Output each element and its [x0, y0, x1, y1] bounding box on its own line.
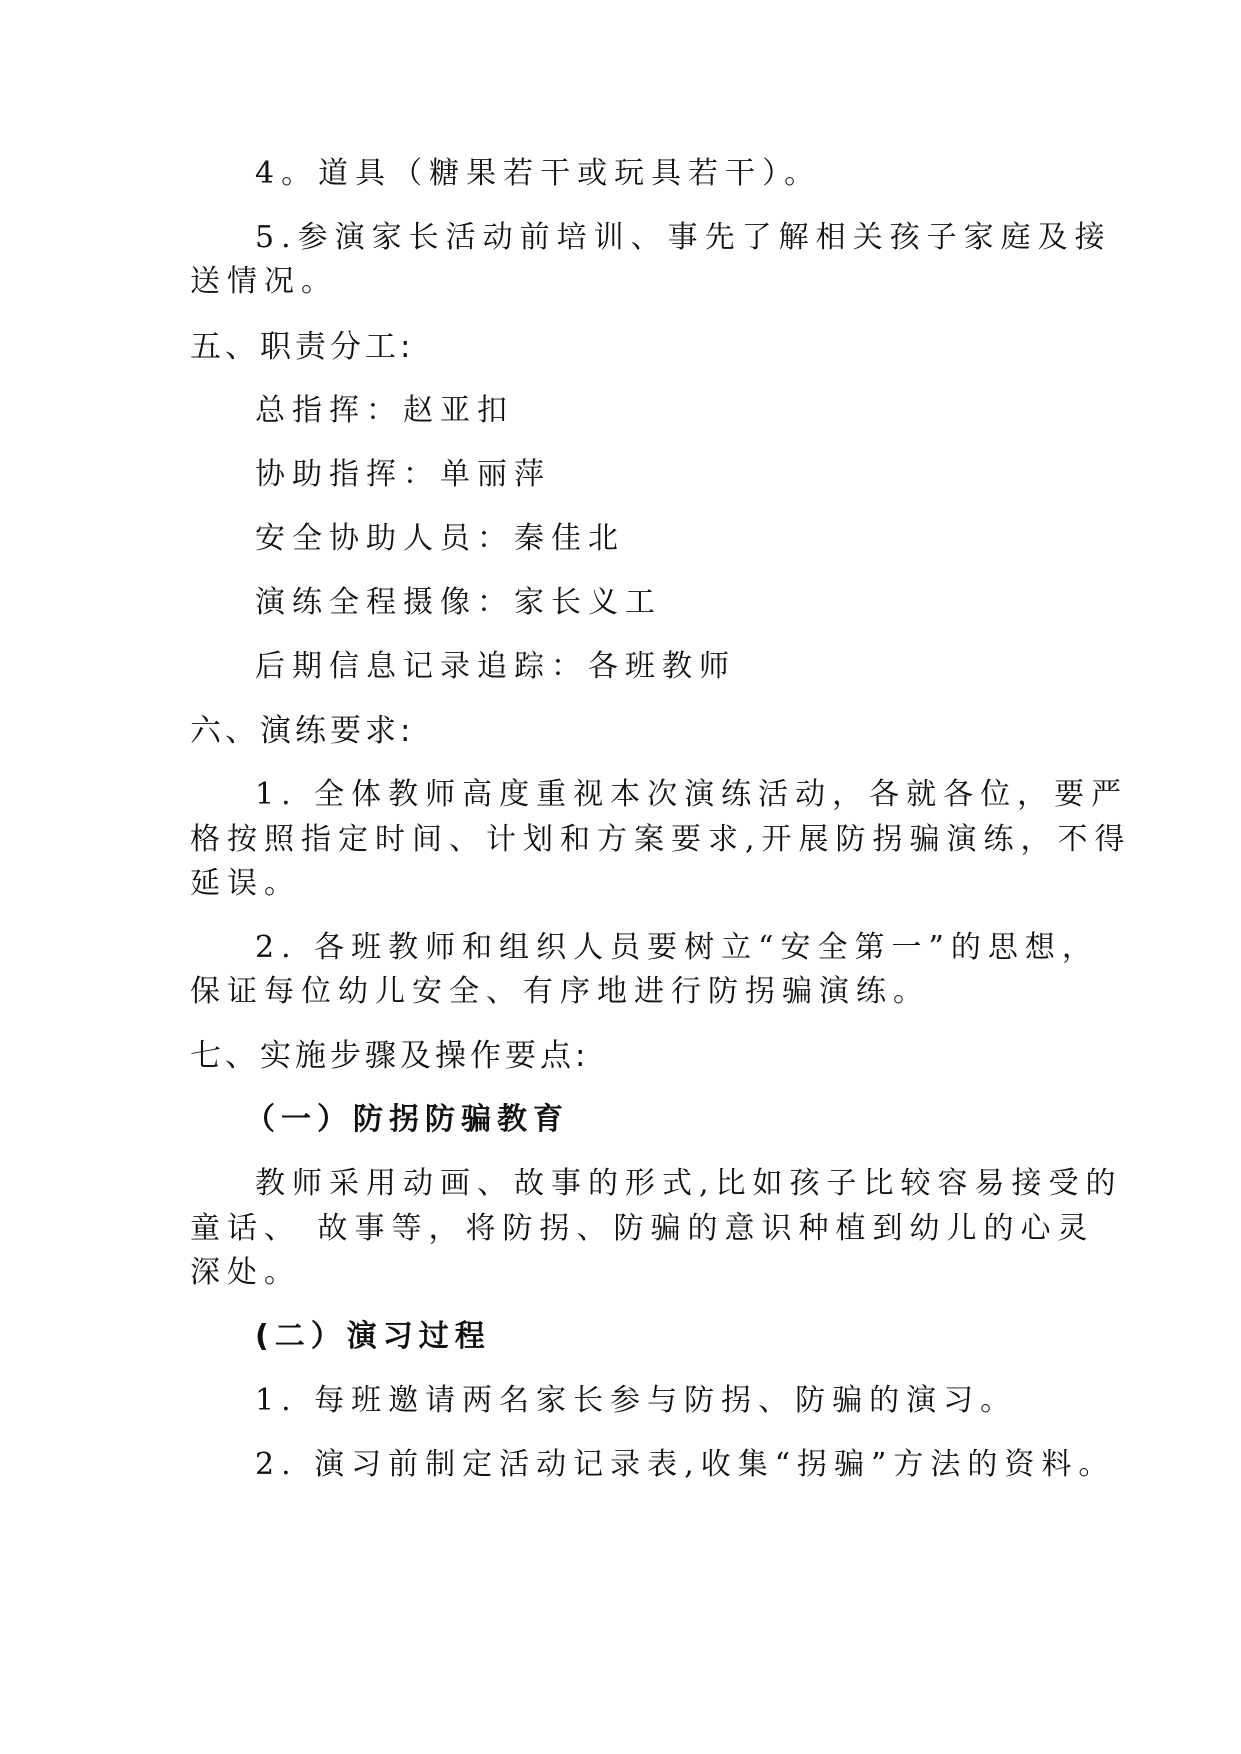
- item-4-text: 4。道具（糖果若干或玩具若干）。: [255, 156, 822, 191]
- subsection-1-line-1: 教师采用动画、故事的形式,比如孩子比较容易接受的: [255, 1166, 1123, 1201]
- role-record-tracking: 后期信息记录追踪：各班教师: [255, 649, 736, 684]
- requirement-1-line-2: 格按照指定时间、计划和方案要求,开展防拐骗演练，不得: [190, 822, 1132, 857]
- requirement-2-line-1: 2. 各班教师和组织人员要树立“安全第一”的思想，: [255, 930, 1099, 965]
- subsection-2-heading: (二）演习过程: [255, 1319, 491, 1354]
- section-7-heading: 七、实施步骤及操作要点:: [190, 1038, 590, 1074]
- drill-step-1: 1. 每班邀请两名家长参与防拐、防骗的演习。: [255, 1383, 1018, 1418]
- section-6-heading: 六、演练要求:: [190, 713, 415, 749]
- subsection-1-line-2: 童话、 故事等，将防拐、防骗的意识种植到幼儿的心灵: [190, 1211, 1095, 1246]
- subsection-1-heading: （一）防拐防骗教育: [245, 1102, 569, 1137]
- requirement-1-line-1: 1. 全体教师高度重视本次演练活动，各就各位，要严: [255, 777, 1129, 812]
- role-camera: 演练全程摄像：家长义工: [255, 585, 662, 620]
- drill-step-2: 2. 演习前制定活动记录表,收集“拐骗”方法的资料。: [255, 1447, 1116, 1482]
- role-safety-assistant: 安全协助人员：秦佳北: [255, 521, 625, 556]
- role-commander: 总指挥：赵亚扣: [255, 393, 514, 428]
- requirement-2-line-2: 保证每位幼儿安全、有序地进行防拐骗演练。: [190, 974, 930, 1009]
- section-5-heading: 五、职责分工:: [190, 329, 415, 365]
- subsection-1-line-3: 深处。: [190, 1255, 301, 1290]
- requirement-1-line-3: 延误。: [190, 866, 301, 901]
- item-5-line-1: 5.参演家长活动前培训、事先了解相关孩子家庭及接: [255, 220, 1112, 255]
- role-assistant-commander: 协助指挥：单丽萍: [255, 457, 551, 492]
- item-5-line-2: 送情况。: [190, 264, 338, 299]
